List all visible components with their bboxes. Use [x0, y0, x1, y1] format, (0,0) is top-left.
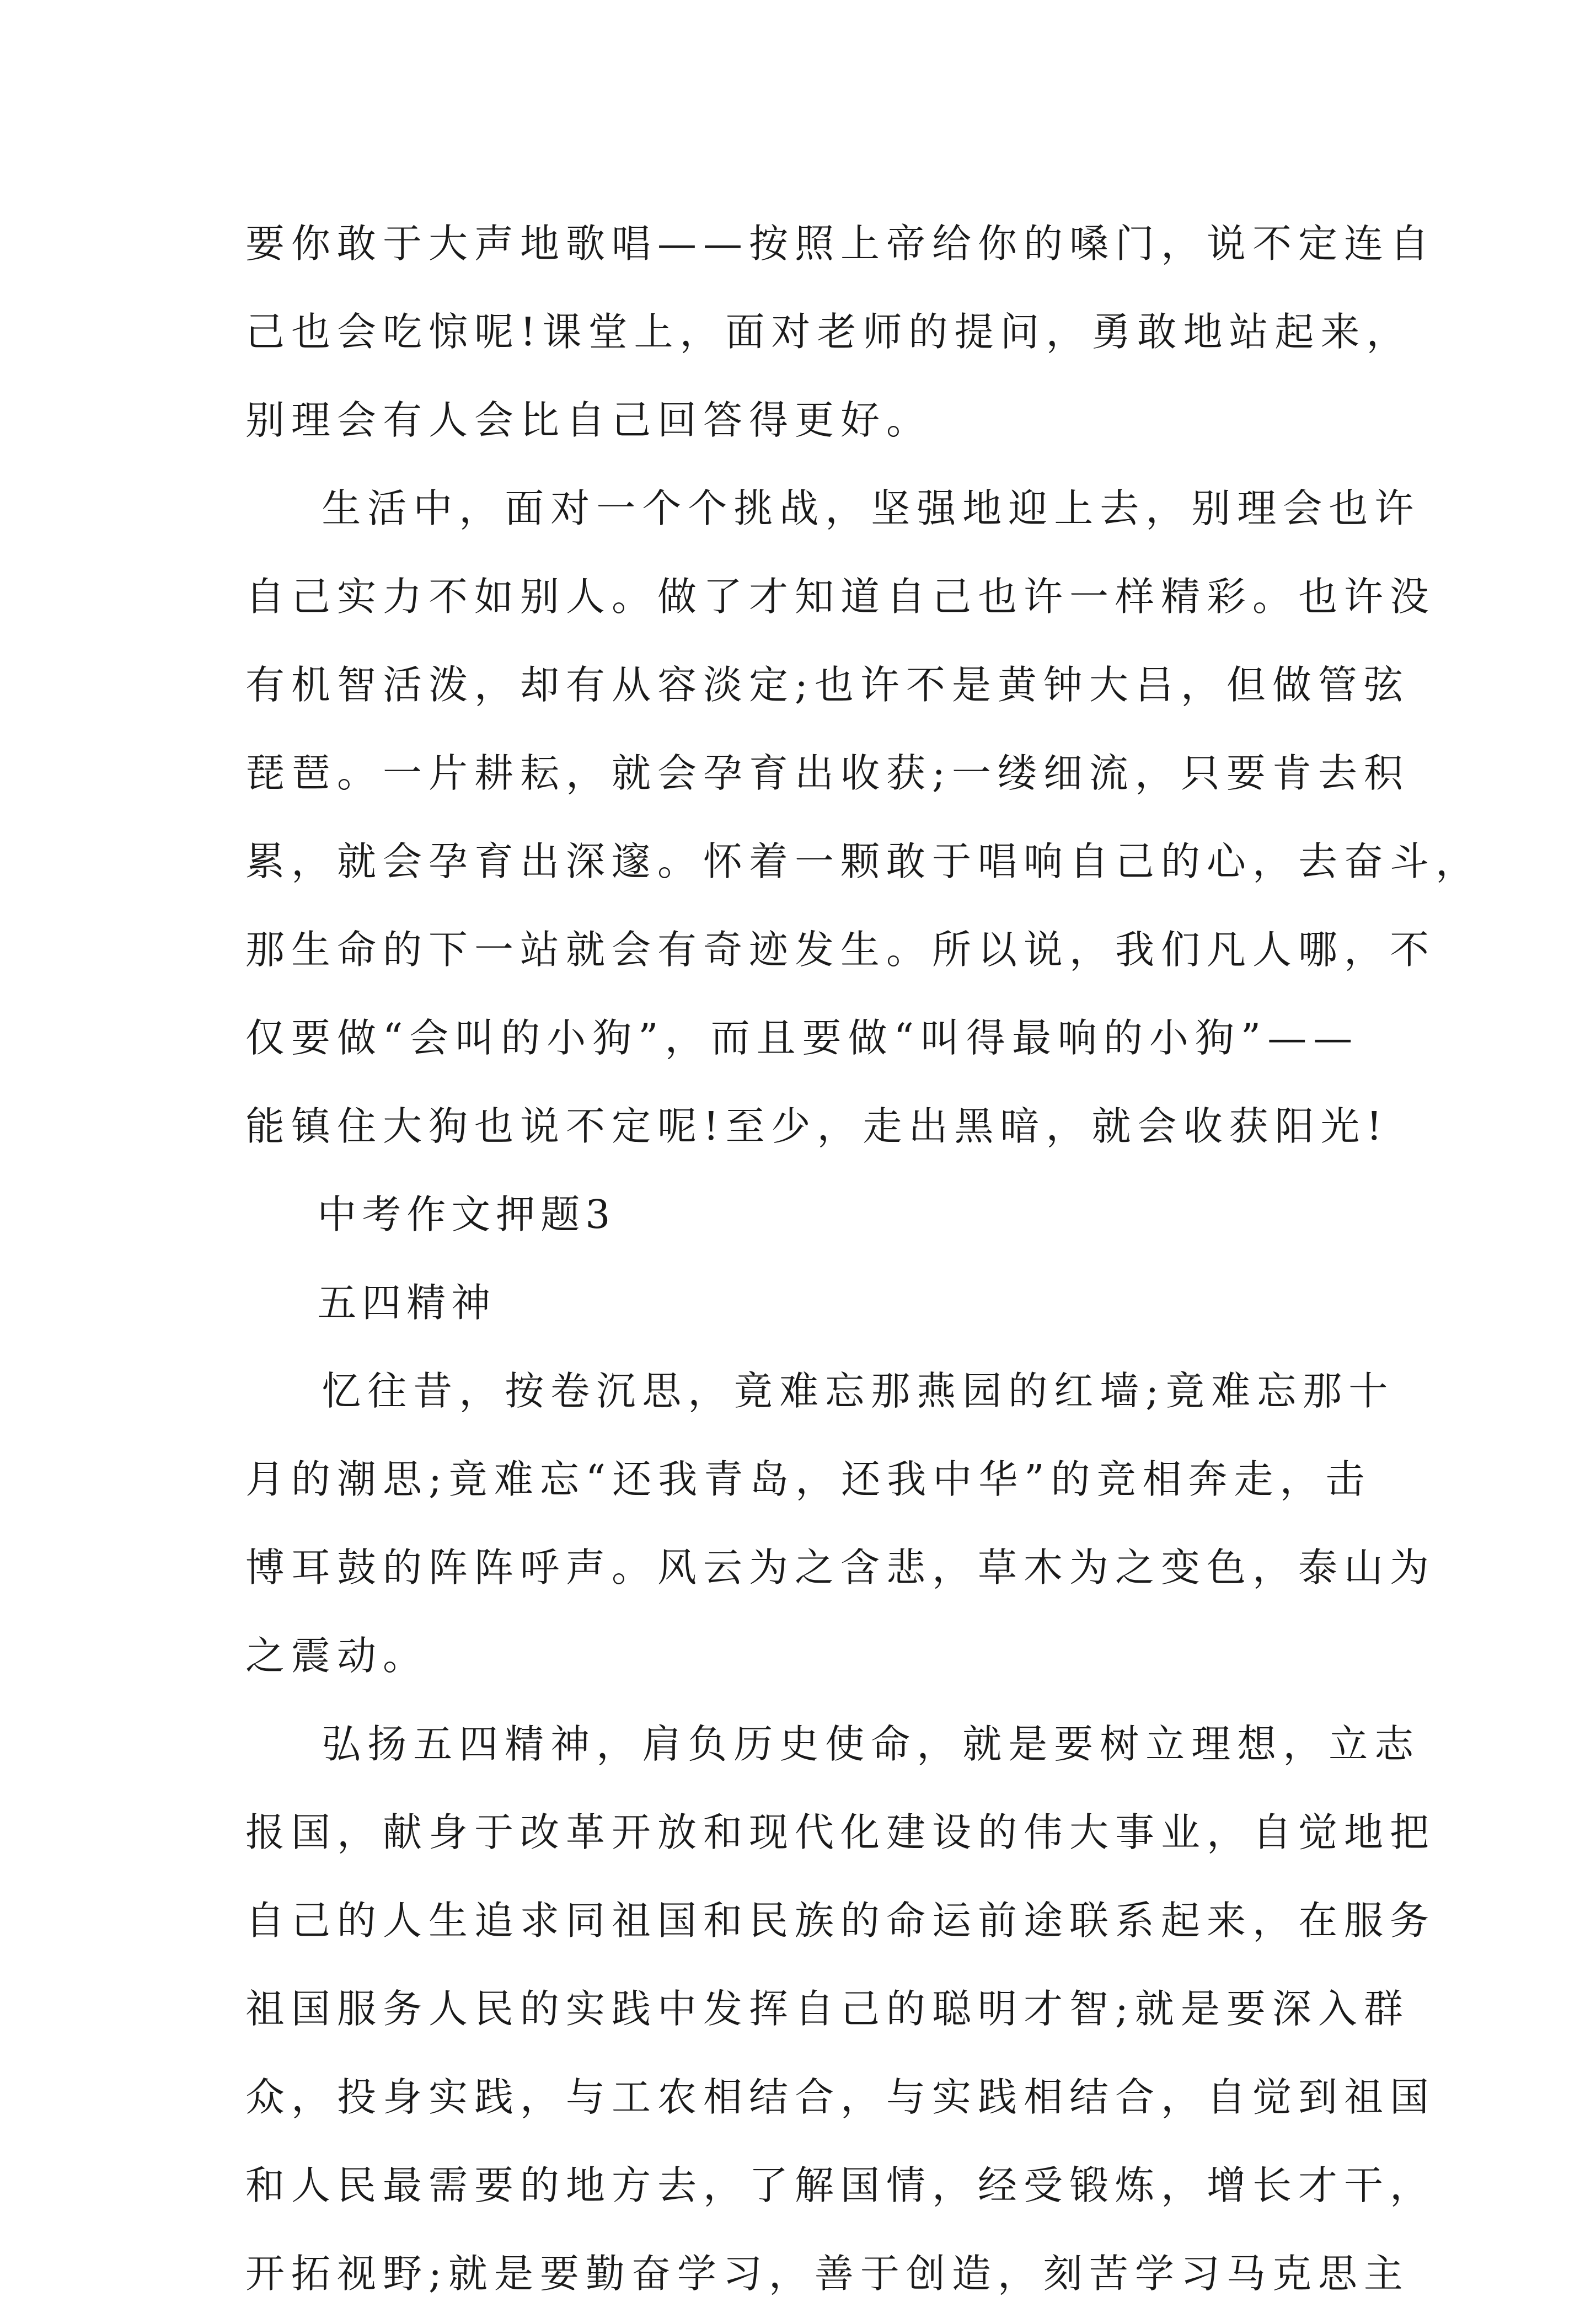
text-line: 能镇住大狗也说不定呢!至少，走出黑暗，就会收获阳光!	[245, 1103, 1389, 1149]
text-line: 别理会有人会比自己回答得更好。	[245, 397, 933, 443]
text-line: 有机智活泼，却有从容淡定;也许不是黄钟大吕，但做管弦	[245, 662, 1410, 708]
text-line: 那生命的下一站就会有奇迹发生。所以说，我们凡人哪，不	[245, 927, 1436, 973]
text-line: 报国，献身于改革开放和现代化建设的伟大事业，自觉地把	[245, 1809, 1436, 1855]
text-line: 之震动。	[245, 1633, 429, 1679]
paragraph-first-line: 生活中，面对一个个挑战，坚强地迎上去，别理会也许	[245, 485, 1421, 531]
text-line: 祖国服务人民的实践中发挥自己的聪明才智;就是要深入群	[245, 1986, 1410, 2032]
paragraph-first-line: 弘扬五四精神，肩负历史使命，就是要树立理想，立志	[245, 1721, 1421, 1767]
text-line: 要你敢于大声地歌唱——按照上帝给你的嗓门，说不定连自	[245, 221, 1436, 266]
body-text	[245, 200, 1482, 2318]
text-line: 自己的人生追求同祖国和民族的命运前途联系起来，在服务	[245, 1898, 1436, 1943]
text-line: 仅要做“会叫的小狗”，而且要做“叫得最响的小狗”——	[245, 1015, 1359, 1061]
text-line: 琵琶。一片耕耘，就会孕育出收获;一缕细流，只要肯去积	[245, 750, 1410, 796]
essay-title: 五四精神	[245, 1280, 496, 1326]
text-line: 月的潮思;竟难忘“还我青岛，还我中华”的竞相奔走，击	[245, 1456, 1372, 1502]
text-line: 众，投身实践，与工农相结合，与实践相结合，自觉到祖国	[245, 2074, 1436, 2120]
section-heading: 中考作文押题3	[245, 1192, 616, 1237]
text-line: 博耳鼓的阵阵呼声。风云为之含悲，草木为之变色，泰山为	[245, 1545, 1436, 1590]
text-line: 开拓视野;就是要勤奋学习，善于创造，刻苦学习马克思主	[245, 2251, 1410, 2296]
text-line: 自己实力不如别人。做了才知道自己也许一样精彩。也许没	[245, 574, 1436, 619]
paragraph-first-line: 忆往昔，按卷沉思，竟难忘那燕园的红墙;竟难忘那十	[245, 1368, 1395, 1414]
text-line: 累，就会孕育出深邃。怀着一颗敢于唱响自己的心，去奋斗，	[245, 838, 1482, 884]
text-line: 己也会吃惊呢!课堂上，面对老师的提问，勇敢地站起来，	[245, 309, 1412, 355]
text-line: 和人民最需要的地方去，了解国情，经受锻炼，增长才干，	[245, 2162, 1436, 2208]
